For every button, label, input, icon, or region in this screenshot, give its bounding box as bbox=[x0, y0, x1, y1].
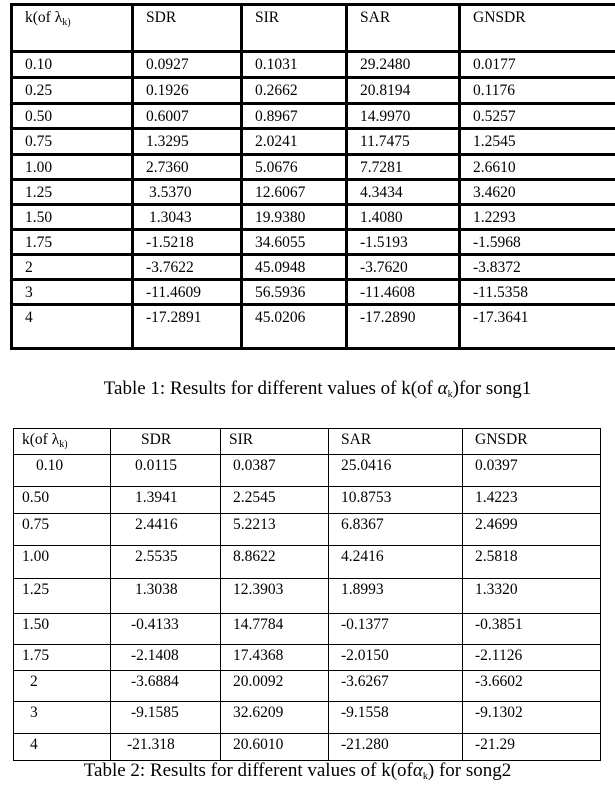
table-cell: 1.75 bbox=[12, 230, 133, 255]
table-cell: -21.29 bbox=[463, 734, 601, 761]
table-cell: -17.3641 bbox=[460, 305, 615, 349]
header-label: k(of λ bbox=[22, 431, 60, 448]
table-cell: 2 bbox=[12, 255, 133, 280]
table-cell: 1.8993 bbox=[329, 579, 463, 614]
table-cell: 2.6610 bbox=[460, 155, 615, 180]
table-cell: -3.7622 bbox=[133, 255, 242, 280]
table-row bbox=[12, 180, 615, 205]
table-cell: 1.00 bbox=[14, 546, 111, 579]
table-cell: 20.0092 bbox=[221, 671, 329, 702]
table-cell: 7.7281 bbox=[347, 155, 460, 180]
column-header bbox=[463, 429, 601, 455]
table-cell: -2.0150 bbox=[329, 645, 463, 671]
table-cell: 56.5936 bbox=[242, 280, 347, 305]
table-row bbox=[14, 645, 601, 671]
table-cell: 3 bbox=[12, 280, 133, 305]
column-header bbox=[221, 429, 329, 455]
table-cell: 0.6007 bbox=[133, 104, 242, 129]
table-cell: 45.0206 bbox=[242, 305, 347, 349]
table-cell: 0.1176 bbox=[460, 78, 615, 104]
table-cell: 12.6067 bbox=[242, 180, 347, 205]
table-cell: 14.7784 bbox=[221, 614, 329, 645]
column-header bbox=[14, 429, 111, 455]
column-header bbox=[329, 429, 463, 455]
table-row bbox=[12, 255, 615, 280]
table-row bbox=[14, 455, 601, 487]
table-cell: -9.1558 bbox=[329, 702, 463, 734]
table-row bbox=[12, 280, 615, 305]
table-cell: 4.2416 bbox=[329, 546, 463, 579]
table-cell: 1.25 bbox=[12, 180, 133, 205]
caption-symbol: α bbox=[437, 378, 448, 399]
table-cell: 0.0115 bbox=[111, 455, 221, 487]
table-cell: -0.1377 bbox=[329, 614, 463, 645]
table-row bbox=[12, 205, 615, 230]
header-label: GNSDR bbox=[475, 431, 528, 448]
caption-subscript: k bbox=[447, 389, 453, 400]
table-cell: 0.1926 bbox=[133, 78, 242, 104]
table-cell: 2.7360 bbox=[133, 155, 242, 180]
table-cell: -21.318 bbox=[111, 734, 221, 761]
table-row bbox=[14, 579, 601, 614]
column-header bbox=[12, 5, 133, 52]
table1-caption bbox=[10, 378, 615, 400]
table-cell: 34.6055 bbox=[242, 230, 347, 255]
column-header bbox=[347, 5, 460, 52]
table-cell: 0.8967 bbox=[242, 104, 347, 129]
table-cell: 2.4699 bbox=[463, 514, 601, 546]
table-cell: 8.8622 bbox=[221, 546, 329, 579]
table-cell: 0.10 bbox=[12, 52, 133, 78]
table-cell: 17.4368 bbox=[221, 645, 329, 671]
table-cell: 3.4620 bbox=[460, 180, 615, 205]
header-label: SAR bbox=[341, 431, 372, 448]
table-row bbox=[12, 129, 615, 155]
header-label: SDR bbox=[141, 431, 172, 448]
table-cell: 4 bbox=[12, 305, 133, 349]
table-cell: 1.25 bbox=[14, 579, 111, 614]
table-cell: 1.3043 bbox=[133, 205, 242, 230]
table-cell: 19.9380 bbox=[242, 205, 347, 230]
caption-text: )for song1 bbox=[452, 378, 532, 399]
table-cell: 3 bbox=[14, 702, 111, 734]
table-cell: -9.1302 bbox=[463, 702, 601, 734]
header-label: SAR bbox=[360, 9, 391, 26]
table-cell: 0.2662 bbox=[242, 78, 347, 104]
table-cell: 11.7475 bbox=[347, 129, 460, 155]
table-cell: -3.7620 bbox=[347, 255, 460, 280]
header-label: GNSDR bbox=[473, 9, 526, 26]
table-cell: 1.3295 bbox=[133, 129, 242, 155]
table-cell: 0.5257 bbox=[460, 104, 615, 129]
table-cell: 20.8194 bbox=[347, 78, 460, 104]
table-cell: 1.4223 bbox=[463, 487, 601, 514]
table-cell: -9.1585 bbox=[111, 702, 221, 734]
column-header bbox=[242, 5, 347, 52]
table-cell: 1.3320 bbox=[463, 579, 601, 614]
caption-text: ) for song2 bbox=[427, 760, 512, 781]
table-cell: 12.3903 bbox=[221, 579, 329, 614]
table-row bbox=[12, 78, 615, 104]
table-cell: 5.0676 bbox=[242, 155, 347, 180]
table-row bbox=[12, 155, 615, 180]
table-cell: 1.3038 bbox=[111, 579, 221, 614]
table-cell: 1.3941 bbox=[111, 487, 221, 514]
results-table-song2 bbox=[13, 428, 601, 761]
table-cell: 1.2545 bbox=[460, 129, 615, 155]
table-cell: -1.5193 bbox=[347, 230, 460, 255]
header-label: SIR bbox=[255, 9, 280, 26]
table2-caption bbox=[0, 760, 605, 782]
table-cell: 3.5370 bbox=[133, 180, 242, 205]
table-row bbox=[14, 734, 601, 761]
table-cell: -21.280 bbox=[329, 734, 463, 761]
table-cell: 0.75 bbox=[14, 514, 111, 546]
table-cell: -2.1126 bbox=[463, 645, 601, 671]
table-cell: -1.5218 bbox=[133, 230, 242, 255]
header-subscript: k) bbox=[59, 439, 68, 450]
table-cell: -17.2890 bbox=[347, 305, 460, 349]
table-cell: 1.2293 bbox=[460, 205, 615, 230]
table-cell: 1.50 bbox=[12, 205, 133, 230]
column-header bbox=[133, 5, 242, 52]
table-row bbox=[12, 305, 615, 349]
table-cell: 0.0177 bbox=[460, 52, 615, 78]
table-cell: 0.0397 bbox=[463, 455, 601, 487]
header-label: SDR bbox=[146, 9, 177, 26]
table-cell: -3.6602 bbox=[463, 671, 601, 702]
table-row bbox=[14, 614, 601, 645]
table-cell: 0.75 bbox=[12, 129, 133, 155]
table-cell: 2.4416 bbox=[111, 514, 221, 546]
table-cell: -11.4609 bbox=[133, 280, 242, 305]
caption-symbol: α bbox=[412, 760, 423, 781]
table-row bbox=[14, 514, 601, 546]
table-cell: 20.6010 bbox=[221, 734, 329, 761]
table-cell: 2.2545 bbox=[221, 487, 329, 514]
table-cell: 6.8367 bbox=[329, 514, 463, 546]
column-header bbox=[460, 5, 615, 52]
header-label: SIR bbox=[229, 431, 254, 448]
table-cell: 0.10 bbox=[14, 455, 111, 487]
table-row bbox=[12, 104, 615, 129]
table-cell: 1.75 bbox=[14, 645, 111, 671]
table-cell: 0.0387 bbox=[221, 455, 329, 487]
table-cell: 1.00 bbox=[12, 155, 133, 180]
table-cell: 0.0927 bbox=[133, 52, 242, 78]
table-cell: 5.2213 bbox=[221, 514, 329, 546]
table-row bbox=[14, 546, 601, 579]
table-cell: -11.4608 bbox=[347, 280, 460, 305]
table-row bbox=[14, 702, 601, 734]
table-cell: 2.5818 bbox=[463, 546, 601, 579]
table-cell: 25.0416 bbox=[329, 455, 463, 487]
column-header bbox=[111, 429, 221, 455]
table-cell: 4.3434 bbox=[347, 180, 460, 205]
table-cell: 10.8753 bbox=[329, 487, 463, 514]
table-row bbox=[12, 230, 615, 255]
results-table-song1 bbox=[10, 3, 615, 350]
header-subscript: k) bbox=[62, 17, 71, 28]
caption-subscript: k bbox=[422, 771, 428, 782]
table-cell: 2.5535 bbox=[111, 546, 221, 579]
table-row bbox=[14, 487, 601, 514]
table-cell: 0.50 bbox=[12, 104, 133, 129]
table-cell: 4 bbox=[14, 734, 111, 761]
caption-text: Table 2: Results for different values of k(of bbox=[83, 760, 413, 781]
table-cell: -2.1408 bbox=[111, 645, 221, 671]
table-cell: -3.6267 bbox=[329, 671, 463, 702]
header-row bbox=[12, 5, 615, 52]
header-row bbox=[14, 429, 601, 455]
table-cell: 1.50 bbox=[14, 614, 111, 645]
caption-text: Table 1: Results for different values of k(of bbox=[103, 378, 438, 399]
table-cell: -3.6884 bbox=[111, 671, 221, 702]
table-cell: -3.8372 bbox=[460, 255, 615, 280]
table-cell: 14.9970 bbox=[347, 104, 460, 129]
table-row bbox=[12, 52, 615, 78]
table-cell: -17.2891 bbox=[133, 305, 242, 349]
table-cell: 2 bbox=[14, 671, 111, 702]
table-row bbox=[14, 671, 601, 702]
header-label: k(of λ bbox=[25, 9, 63, 26]
table-cell: 0.1031 bbox=[242, 52, 347, 78]
table-cell: -1.5968 bbox=[460, 230, 615, 255]
table-cell: 29.2480 bbox=[347, 52, 460, 78]
table-cell: 0.50 bbox=[14, 487, 111, 514]
table-cell: 32.6209 bbox=[221, 702, 329, 734]
table-cell: -0.3851 bbox=[463, 614, 601, 645]
table-cell: 45.0948 bbox=[242, 255, 347, 280]
table-cell: 0.25 bbox=[12, 78, 133, 104]
table-cell: -0.4133 bbox=[111, 614, 221, 645]
table-cell: -11.5358 bbox=[460, 280, 615, 305]
table-cell: 2.0241 bbox=[242, 129, 347, 155]
table-cell: 1.4080 bbox=[347, 205, 460, 230]
